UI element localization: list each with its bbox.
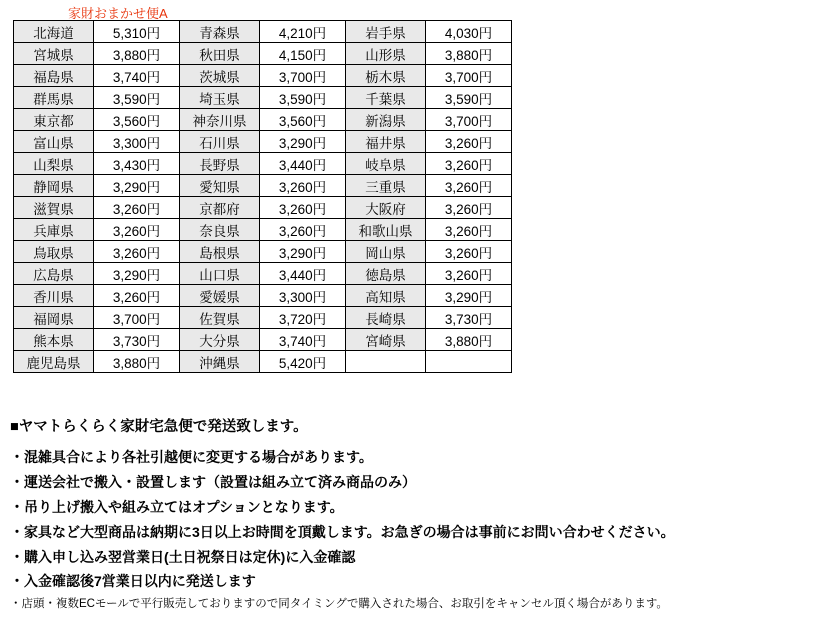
price-cell: 3,730円 xyxy=(426,307,512,329)
price-cell: 3,260円 xyxy=(260,175,346,197)
price-cell: 3,260円 xyxy=(94,241,180,263)
prefecture-cell: 高知県 xyxy=(346,285,426,307)
prefecture-cell: 岐阜県 xyxy=(346,153,426,175)
note-item: ・吊り上げ搬入や組み立てはオプションとなります。 xyxy=(10,498,344,515)
fee-table-body xyxy=(14,21,512,373)
price-cell: 3,880円 xyxy=(426,329,512,351)
prefecture-cell: 佐賀県 xyxy=(180,307,260,329)
price-cell: 3,590円 xyxy=(260,87,346,109)
price-cell: 3,880円 xyxy=(94,351,180,373)
table-row xyxy=(14,351,512,373)
note-item: ・購入申し込み翌営業日(土日祝祭日は定休)に入金確認 xyxy=(10,548,356,565)
price-cell: 4,210円 xyxy=(260,21,346,43)
table-row xyxy=(14,43,512,65)
table-row xyxy=(14,131,512,153)
price-cell: 3,290円 xyxy=(260,241,346,263)
price-cell: 3,260円 xyxy=(94,219,180,241)
price-cell: 3,700円 xyxy=(94,307,180,329)
table-row xyxy=(14,307,512,329)
prefecture-cell: 北海道 xyxy=(14,21,94,43)
table-row xyxy=(14,21,512,43)
prefecture-cell: 広島県 xyxy=(14,263,94,285)
price-cell: 3,720円 xyxy=(260,307,346,329)
prefecture-cell: 埼玉県 xyxy=(180,87,260,109)
table-row xyxy=(14,219,512,241)
prefecture-cell: 奈良県 xyxy=(180,219,260,241)
price-cell: 3,300円 xyxy=(94,131,180,153)
price-cell: 3,290円 xyxy=(94,175,180,197)
prefecture-cell: 大分県 xyxy=(180,329,260,351)
empty-cell xyxy=(426,351,512,373)
price-cell: 3,440円 xyxy=(260,153,346,175)
prefecture-cell: 岡山県 xyxy=(346,241,426,263)
price-cell: 3,730円 xyxy=(94,329,180,351)
price-cell: 3,430円 xyxy=(94,153,180,175)
price-cell: 3,700円 xyxy=(426,109,512,131)
price-cell: 3,260円 xyxy=(260,197,346,219)
prefecture-cell: 新潟県 xyxy=(346,109,426,131)
table-row xyxy=(14,109,512,131)
note-fine-print: ・店頭・複数ECモールで平行販売しておりますので同タイミングで購入された場合、お取引をキャンセル頂く場合があります。 xyxy=(10,598,668,611)
prefecture-cell: 静岡県 xyxy=(14,175,94,197)
prefecture-cell: 福島県 xyxy=(14,65,94,87)
prefecture-cell: 秋田県 xyxy=(180,43,260,65)
price-cell: 3,590円 xyxy=(94,87,180,109)
table-row xyxy=(14,241,512,263)
prefecture-cell: 島根県 xyxy=(180,241,260,263)
table-row xyxy=(14,65,512,87)
price-cell: 3,440円 xyxy=(260,263,346,285)
price-cell: 3,590円 xyxy=(426,87,512,109)
prefecture-cell: 富山県 xyxy=(14,131,94,153)
price-cell: 3,260円 xyxy=(426,263,512,285)
price-cell: 3,260円 xyxy=(260,219,346,241)
prefecture-cell: 京都府 xyxy=(180,197,260,219)
price-cell: 3,290円 xyxy=(426,285,512,307)
prefecture-cell: 長野県 xyxy=(180,153,260,175)
price-cell: 3,260円 xyxy=(426,241,512,263)
price-cell: 3,700円 xyxy=(426,65,512,87)
table-row xyxy=(14,197,512,219)
prefecture-cell: 千葉県 xyxy=(346,87,426,109)
prefecture-cell: 宮城県 xyxy=(14,43,94,65)
table-row xyxy=(14,153,512,175)
prefecture-cell: 愛媛県 xyxy=(180,285,260,307)
price-cell: 3,260円 xyxy=(94,197,180,219)
empty-cell xyxy=(346,351,426,373)
price-cell: 3,290円 xyxy=(94,263,180,285)
note-item: ・運送会社で搬入・設置します（設置は組み立て済み商品のみ） xyxy=(10,473,416,490)
prefecture-cell: 徳島県 xyxy=(346,263,426,285)
prefecture-cell: 鹿児島県 xyxy=(14,351,94,373)
prefecture-cell: 栃木県 xyxy=(346,65,426,87)
prefecture-cell: 鳥取県 xyxy=(14,241,94,263)
table-row xyxy=(14,175,512,197)
prefecture-cell: 山梨県 xyxy=(14,153,94,175)
price-cell: 3,740円 xyxy=(94,65,180,87)
prefecture-cell: 和歌山県 xyxy=(346,219,426,241)
price-cell: 3,260円 xyxy=(426,197,512,219)
price-cell: 4,030円 xyxy=(426,21,512,43)
prefecture-cell: 青森県 xyxy=(180,21,260,43)
prefecture-cell: 熊本県 xyxy=(14,329,94,351)
notes-section xyxy=(10,415,810,619)
prefecture-cell: 山口県 xyxy=(180,263,260,285)
price-cell: 3,880円 xyxy=(94,43,180,65)
price-cell: 3,560円 xyxy=(260,109,346,131)
price-cell: 5,310円 xyxy=(94,21,180,43)
prefecture-cell: 長崎県 xyxy=(346,307,426,329)
prefecture-cell: 茨城県 xyxy=(180,65,260,87)
note-item: ・混雑具合により各社引越便に変更する場合があります。 xyxy=(10,449,373,465)
price-cell: 3,260円 xyxy=(426,175,512,197)
price-cell: 4,150円 xyxy=(260,43,346,65)
prefecture-cell: 愛知県 xyxy=(180,175,260,197)
prefecture-cell: 福岡県 xyxy=(14,307,94,329)
prefecture-cell: 宮崎県 xyxy=(346,329,426,351)
price-cell: 3,700円 xyxy=(260,65,346,87)
prefecture-cell: 山形県 xyxy=(346,43,426,65)
table-row xyxy=(14,329,512,351)
table-row xyxy=(14,87,512,109)
table-row xyxy=(14,285,512,307)
price-cell: 3,740円 xyxy=(260,329,346,351)
prefecture-fee-table xyxy=(13,20,512,373)
page-title: 家財おまかせ便A xyxy=(68,6,168,21)
prefecture-cell: 兵庫県 xyxy=(14,219,94,241)
price-cell: 3,300円 xyxy=(260,285,346,307)
note-item: ・入金確認後7営業日以内に発送します xyxy=(10,573,256,590)
prefecture-cell: 沖縄県 xyxy=(180,351,260,373)
note-item: ・家具など大型商品は納期に3日以上お時間を頂戴します。お急ぎの場合は事前にお問い合わせください。 xyxy=(10,523,675,540)
prefecture-cell: 三重県 xyxy=(346,175,426,197)
price-cell: 3,260円 xyxy=(426,153,512,175)
price-cell: 3,290円 xyxy=(260,131,346,153)
price-cell: 3,880円 xyxy=(426,43,512,65)
prefecture-cell: 滋賀県 xyxy=(14,197,94,219)
table-row xyxy=(14,263,512,285)
price-cell: 3,560円 xyxy=(94,109,180,131)
prefecture-cell: 香川県 xyxy=(14,285,94,307)
price-cell: 3,260円 xyxy=(94,285,180,307)
prefecture-cell: 群馬県 xyxy=(14,87,94,109)
price-cell: 3,260円 xyxy=(426,219,512,241)
prefecture-cell: 岩手県 xyxy=(346,21,426,43)
prefecture-cell: 神奈川県 xyxy=(180,109,260,131)
prefecture-cell: 福井県 xyxy=(346,131,426,153)
prefecture-cell: 石川県 xyxy=(180,131,260,153)
price-cell: 5,420円 xyxy=(260,351,346,373)
price-cell: 3,260円 xyxy=(426,131,512,153)
prefecture-cell: 大阪府 xyxy=(346,197,426,219)
notes-heading: ■ヤマトらくらく家財宅急便で発送致します。 xyxy=(10,419,308,435)
prefecture-cell: 東京都 xyxy=(14,109,94,131)
